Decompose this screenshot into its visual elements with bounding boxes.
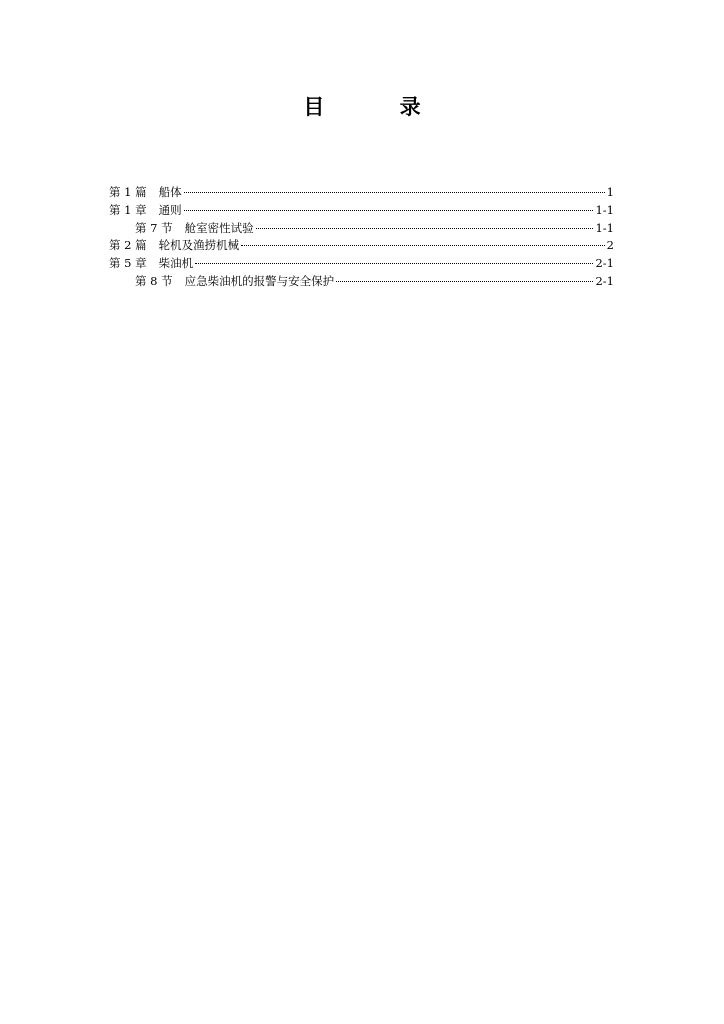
toc-entry-page: 1	[606, 185, 614, 199]
toc-entry-label: 通则	[158, 202, 182, 217]
toc-entry-number: 第 5 章	[109, 256, 147, 271]
toc-entry-label: 柴油机	[158, 256, 194, 271]
toc-entry-page: 1-1	[595, 220, 614, 235]
toc-entry-label: 船体	[158, 185, 182, 199]
toc-entry-page: 1-1	[595, 202, 614, 217]
toc-dot-leader	[184, 192, 605, 193]
toc-entry[interactable]	[109, 255, 614, 273]
table-of-contents	[109, 184, 614, 291]
toc-entry[interactable]	[109, 237, 614, 255]
toc-dot-leader	[195, 263, 593, 264]
toc-title: 目 录	[303, 95, 455, 119]
toc-dot-leader	[256, 228, 594, 229]
toc-entry[interactable]	[109, 273, 614, 291]
toc-entry-page: 2-1	[595, 256, 614, 271]
toc-entry[interactable]	[109, 184, 614, 202]
toc-entry[interactable]	[109, 202, 614, 220]
toc-entry-label: 应急柴油机的报警与安全保护	[184, 273, 335, 288]
toc-entry-page: 2	[606, 238, 614, 253]
toc-entry-number: 第 2 篇	[109, 238, 147, 253]
toc-dot-leader	[336, 281, 593, 282]
toc-entry-number: 第 1 章	[109, 202, 147, 217]
toc-entry-number: 第 1 篇	[109, 185, 147, 199]
toc-dot-leader	[184, 210, 594, 211]
toc-entry-page: 2-1	[595, 273, 614, 288]
toc-entry-number: 第 8 节	[135, 273, 173, 288]
toc-entry[interactable]	[109, 220, 614, 238]
toc-entry-number: 第 7 节	[135, 220, 173, 235]
toc-entry-label: 轮机及渔捞机械	[158, 238, 240, 253]
toc-entry-label: 舱室密性试验	[184, 220, 254, 235]
toc-dot-leader	[241, 245, 605, 246]
